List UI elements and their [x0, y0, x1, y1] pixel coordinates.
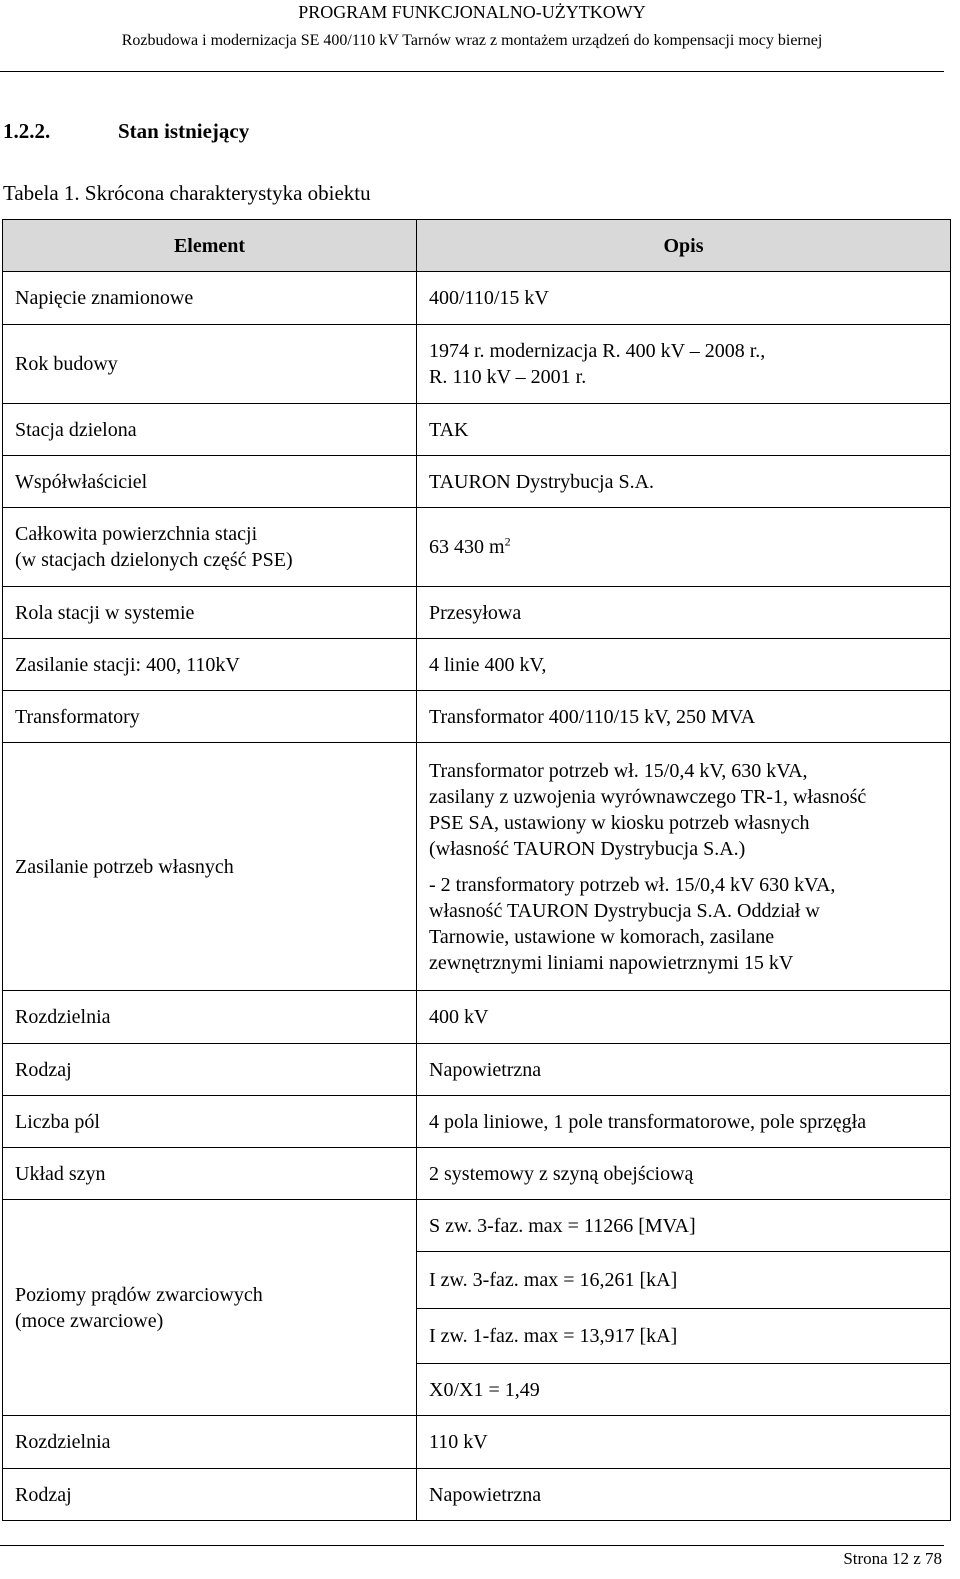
- table-caption: Tabela 1. Skrócona charakterystyka obiektu: [3, 181, 371, 205]
- paragraph: [429, 872, 938, 976]
- area-unit-exponent: 2: [504, 534, 511, 549]
- table-row: [3, 404, 951, 456]
- paragraph-line: zewnętrznymi liniami napowietrznymi 15 kV: [429, 951, 794, 974]
- table-row: [3, 991, 951, 1044]
- row-value: X0/X1 = 1,49: [417, 1364, 951, 1416]
- row-value: 4 linie 400 kV,: [417, 639, 951, 691]
- running-header-subtitle: Rozbudowa i modernizacja SE 400/110 kV Tarnów wraz z montażem urządzeń do kompensacji mocy biernej: [121, 32, 823, 49]
- row-label: Zasilanie potrzeb własnych: [3, 743, 417, 991]
- row-label: Liczba pól: [3, 1096, 417, 1148]
- row-value: Napowietrzna: [417, 1469, 951, 1521]
- table-row: [3, 272, 951, 325]
- row-label-line: Całkowita powierzchnia stacji: [15, 523, 258, 545]
- row-label: Napięcie znamionowe: [3, 272, 417, 325]
- paragraph-line: Tarnowie, ustawione w komorach, zasilane: [429, 925, 775, 948]
- row-value: Przesyłowa: [417, 587, 951, 639]
- row-value-line: R. 110 kV – 2001 r.: [429, 366, 587, 388]
- row-label-line: (moce zwarciowe): [15, 1309, 164, 1332]
- row-label: Rok budowy: [3, 325, 417, 404]
- row-value: I zw. 1-faz. max = 13,917 [kA]: [417, 1309, 951, 1364]
- column-header-opis: Opis: [417, 220, 951, 272]
- row-value: 2 systemowy z szyną obejściową: [417, 1148, 951, 1200]
- row-value: TAK: [417, 404, 951, 456]
- table-row: [3, 1096, 951, 1148]
- row-label: Zasilanie stacji: 400, 110kV: [3, 639, 417, 691]
- table-row: [3, 587, 951, 639]
- paragraph-line: zasilany z uzwojenia wyrównawczego TR-1, własność: [429, 785, 867, 808]
- footer-divider: [0, 1545, 944, 1546]
- row-label: Transformatory: [3, 691, 417, 743]
- row-label: [3, 1200, 417, 1416]
- row-label-line: Poziomy prądów zwarciowych: [15, 1283, 263, 1306]
- paragraph-line: - 2 transformatory potrzeb wł. 15/0,4 kV 630 kVA,: [429, 873, 836, 896]
- table-row: [3, 1148, 951, 1200]
- table-row: [3, 1200, 951, 1252]
- table-header-row: [3, 220, 951, 272]
- row-label: Rodzaj: [3, 1044, 417, 1096]
- row-value: [417, 325, 951, 404]
- row-value: 4 pola liniowe, 1 pole transformatorowe, pole sprzęgła: [417, 1096, 951, 1148]
- row-value: [417, 508, 951, 587]
- paragraph-line: Transformator potrzeb wł. 15/0,4 kV, 630 kVA,: [429, 759, 808, 782]
- table-row: [3, 1469, 951, 1521]
- row-label-line: (w stacjach dzielonych część PSE): [15, 549, 293, 571]
- row-label: Rozdzielnia: [3, 991, 417, 1044]
- table-row: [3, 508, 951, 587]
- row-label: Stacja dzielona: [3, 404, 417, 456]
- section-number: 1.2.2.: [3, 119, 51, 143]
- paragraph-line: własność TAURON Dystrybucja S.A. Oddział w: [429, 899, 820, 922]
- area-value: 63 430 m: [429, 536, 505, 558]
- table-row: [3, 743, 951, 991]
- object-characteristics-table: [2, 219, 951, 1521]
- row-value: Napowietrzna: [417, 1044, 951, 1096]
- section-title: Stan istniejący: [118, 119, 250, 143]
- row-value: [417, 743, 951, 991]
- paragraph-line: (własność TAURON Dystrybucja S.A.): [429, 837, 746, 860]
- paragraph-line: PSE SA, ustawiony w kiosku potrzeb własnych: [429, 811, 810, 834]
- table-row: [3, 1044, 951, 1096]
- table-row: [3, 639, 951, 691]
- row-value: Transformator 400/110/15 kV, 250 MVA: [417, 691, 951, 743]
- table-row: [3, 456, 951, 508]
- row-value: 110 kV: [417, 1416, 951, 1469]
- row-label: Rola stacji w systemie: [3, 587, 417, 639]
- row-label: Współwłaściciel: [3, 456, 417, 508]
- row-value-line: 1974 r. modernizacja R. 400 kV – 2008 r.,: [429, 340, 766, 362]
- column-header-element: Element: [3, 220, 417, 272]
- table-row: [3, 1416, 951, 1469]
- row-label: Rozdzielnia: [3, 1416, 417, 1469]
- page-number: Strona 12 z 78: [843, 1549, 942, 1568]
- paragraph: [429, 758, 938, 862]
- row-value: 400 kV: [417, 991, 951, 1044]
- table-row: [3, 325, 951, 404]
- row-value: I zw. 3-faz. max = 16,261 [kA]: [417, 1252, 951, 1309]
- table-row: [3, 691, 951, 743]
- row-label: Rodzaj: [3, 1469, 417, 1521]
- row-value: TAURON Dystrybucja S.A.: [417, 456, 951, 508]
- running-header-title: PROGRAM FUNKCJONALNO-UŻYTKOWY: [298, 2, 646, 22]
- header-divider: [0, 71, 944, 72]
- row-label: [3, 508, 417, 587]
- row-value: 400/110/15 kV: [417, 272, 951, 325]
- row-label: Układ szyn: [3, 1148, 417, 1200]
- row-value: S zw. 3-faz. max = 11266 [MVA]: [417, 1200, 951, 1252]
